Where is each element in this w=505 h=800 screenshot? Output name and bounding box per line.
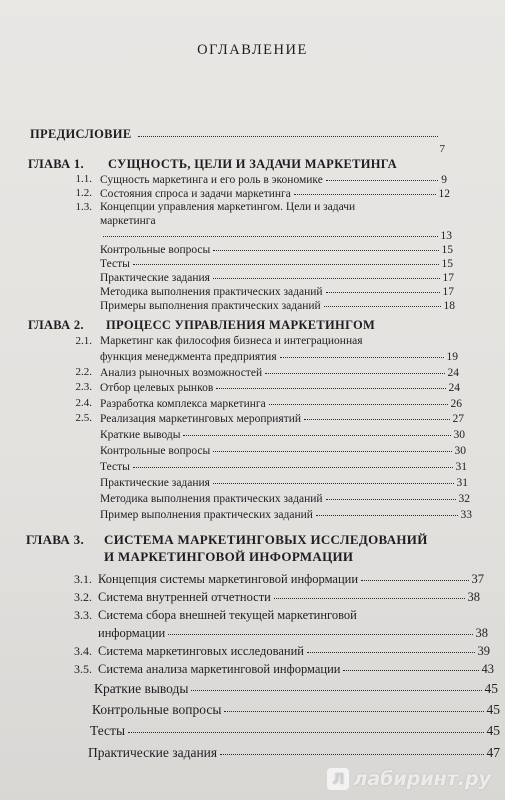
section-2-1-line2: функция менеджмента предприятия 19 <box>100 351 458 363</box>
section-3-5-num: 3.5. <box>74 662 92 676</box>
ch1-tests: Тесты 15 <box>100 258 453 270</box>
ch1-method: Методика выполнения практических заданий 17 <box>100 286 454 298</box>
section-1-3-line1: Концепции управления маркетингом. Цели и задачи <box>100 201 356 213</box>
section-2-1-num: 2.1. <box>75 335 92 347</box>
ch2-summary: Краткие выводы 30 <box>100 429 465 441</box>
section-3-1: Концепция системы маркетинговой информации 37 <box>98 572 484 586</box>
section-1-3-line2: маркетинга <box>100 215 156 227</box>
section-3-2-num: 3.2. <box>74 590 92 604</box>
section-3-4: Система маркетинговых исследований 39 <box>98 644 490 658</box>
section-2-4-num: 2.4. <box>75 397 92 409</box>
section-3-3-line1: Система сбора внешней текущей маркетинговой <box>98 608 357 622</box>
ch1-control-questions: Контрольные вопросы 15 <box>100 244 453 256</box>
ch3-control-questions: Контрольные вопросы 45 <box>92 702 500 717</box>
ch3-summary: Краткие выводы 45 <box>94 681 498 696</box>
chapter-3-title-line1: СИСТЕМА МАРКЕТИНГОВЫХ ИССЛЕДОВАНИЙ <box>104 532 428 547</box>
section-2-3-num: 2.3. <box>75 381 92 393</box>
ch2-method: Методика выполнения практических заданий 32 <box>100 493 470 505</box>
ch2-practice: Практические задания 31 <box>100 477 468 489</box>
section-3-2: Система внутренней отчетности 38 <box>98 590 480 604</box>
section-3-5: Система анализа маркетинговой информации 43 <box>98 662 494 676</box>
chapter-3-label: ГЛАВА 3. <box>26 532 85 547</box>
ch2-tests: Тесты 31 <box>100 461 467 473</box>
section-2-2-num: 2.2. <box>75 366 92 378</box>
section-2-4: Разработка комплекса маркетинга 26 <box>100 398 462 410</box>
preface-page: 7 <box>439 143 445 155</box>
ch3-practice: Практические задания 47 <box>88 745 500 760</box>
section-3-1-num: 3.1. <box>74 572 92 586</box>
section-1-2: Состояния спроса и задачи маркетинга 12 <box>100 188 450 200</box>
chapter-2-label: ГЛАВА 2. <box>28 318 84 332</box>
watermark <box>327 768 491 790</box>
preface-leader <box>138 136 438 137</box>
watermark-text: лабиринт.ру <box>353 768 491 790</box>
preface-label: ПРЕДИСЛОВИЕ <box>30 127 132 141</box>
section-2-1-line1: Маркетинг как философия бизнеса и интеграционная <box>100 335 363 347</box>
ch2-control-questions: Контрольные вопросы 30 <box>100 445 466 457</box>
chapter-1-label: ГЛАВА 1. <box>28 157 84 171</box>
chapter-3-title-line2: И МАРКЕТИНГОВОЙ ИНФОРМАЦИИ <box>104 549 354 564</box>
chapter-2-title: ПРОЦЕСС УПРАВЛЕНИЯ МАРКЕТИНГОМ <box>106 318 376 332</box>
chapter-1-title: СУЩНОСТЬ, ЦЕЛИ И ЗАДАЧИ МАРКЕТИНГА <box>108 157 397 171</box>
section-3-3-num: 3.3. <box>74 608 92 622</box>
watermark-logo-icon: Л <box>327 768 349 790</box>
section-1-3-page-row: 13 <box>100 229 452 243</box>
section-1-1: Сущность маркетинга и его роль в экономике 9 <box>100 174 447 186</box>
section-1-1-num: 1.1. <box>75 173 92 185</box>
ch3-tests: Тесты 45 <box>90 723 500 738</box>
section-2-3: Отбор целевых рынков 24 <box>100 382 460 394</box>
section-1-3-num: 1.3. <box>75 201 92 213</box>
ch1-practice: Практические задания 17 <box>100 272 454 284</box>
ch1-examples: Примеры выполнения практических заданий 18 <box>100 300 455 312</box>
section-2-2: Анализ рыночных возможностей 24 <box>100 367 459 379</box>
ch2-example: Пример выполнения практических заданий 33 <box>100 509 472 521</box>
section-3-4-num: 3.4. <box>74 644 92 658</box>
section-3-3-line2: информации 38 <box>98 626 488 640</box>
section-2-5-num: 2.5. <box>75 412 92 424</box>
page-title: ОГЛАВЛЕНИЕ <box>197 42 308 58</box>
section-2-5: Реализация маркетинговых мероприятий 27 <box>100 413 464 425</box>
section-1-2-num: 1.2. <box>75 187 92 199</box>
